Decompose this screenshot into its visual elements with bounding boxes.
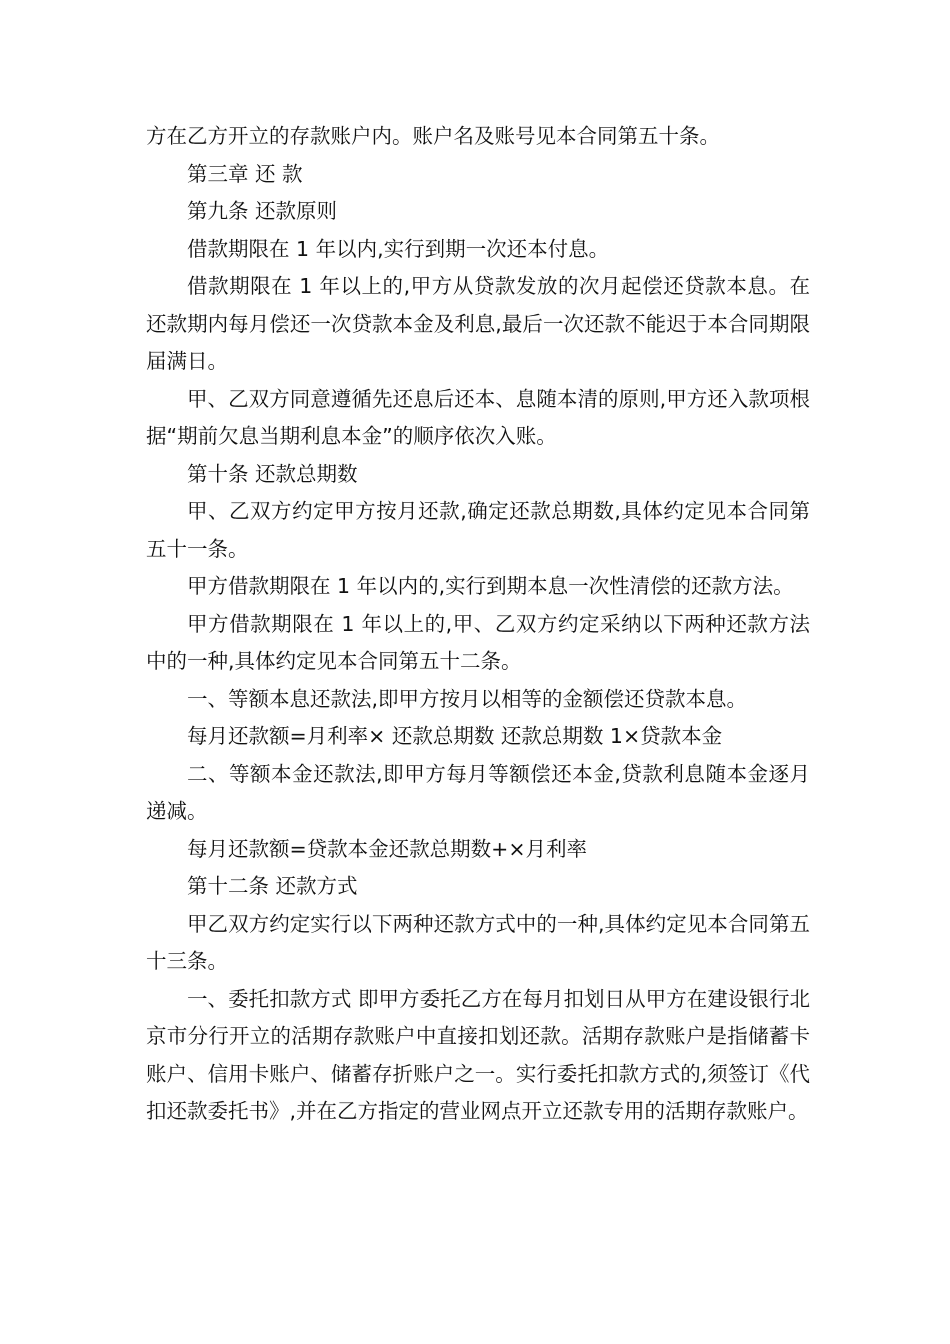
paragraph: 借款期限在 1 年以上的,甲方从贷款发放的次月起偿还贷款本息。在还款期内每月偿还一次贷款本金及利息,最后一次还款不能迟于本合同期限届满日。 [146,274,810,373]
paragraph: 二、等额本金还款法,即甲方每月等额偿还本金,贷款利息随本金逐月递减。 [146,761,810,823]
paragraph: 甲方借款期限在 1 年以上的,甲、乙双方约定采纳以下两种还款方法中的一种,具体约定见本合同第五十二条。 [146,611,810,673]
paragraph-continuation: 方在乙方开立的存款账户内。账户名及账号见本合同第五十条。 [146,124,720,148]
paragraph: 甲、乙双方约定甲方按月还款,确定还款总期数,具体约定见本合同第五十一条。 [146,499,810,561]
document-body [146,118,810,1131]
paragraph: 一、委托扣款方式 即甲方委托乙方在每月扣划日从甲方在建设银行北京市分行开立的活期存款账户中直接扣划还款。活期存款账户是指储蓄卡账户、信用卡账户、储蓄存折账户之一。实行委托扣款方式的,须签订《代扣还款委托书》,并在乙方指定的营业网点开立还款专用的活期存款账户。 [146,986,810,1123]
article-heading: 第九条 还款原则 [187,199,338,223]
article-heading: 第十二条 还款方式 [187,874,358,898]
formula: 每月还款额=月利率× 还款总期数 还款总期数 1×贷款本金 [187,724,723,748]
paragraph: 甲乙双方约定实行以下两种还款方式中的一种,具体约定见本合同第五十三条。 [146,911,810,973]
paragraph: 甲、乙双方同意遵循先还息后还本、息随本清的原则,甲方还入款项根据“期前欠息当期利息本金”的顺序依次入账。 [146,386,810,448]
formula: 每月还款额=贷款本金还款总期数+×月利率 [187,836,588,861]
chapter-heading: 第三章 还 款 [187,161,303,186]
article-heading: 第十条 还款总期数 [187,461,358,486]
paragraph: 借款期限在 1 年以内,实行到期一次还本付息。 [187,236,610,261]
paragraph: 甲方借款期限在 1 年以内的,实行到期本息一次性清偿的还款方法。 [187,574,794,598]
paragraph: 一、等额本息还款法,即甲方按月以相等的金额偿还贷款本息。 [187,686,748,711]
